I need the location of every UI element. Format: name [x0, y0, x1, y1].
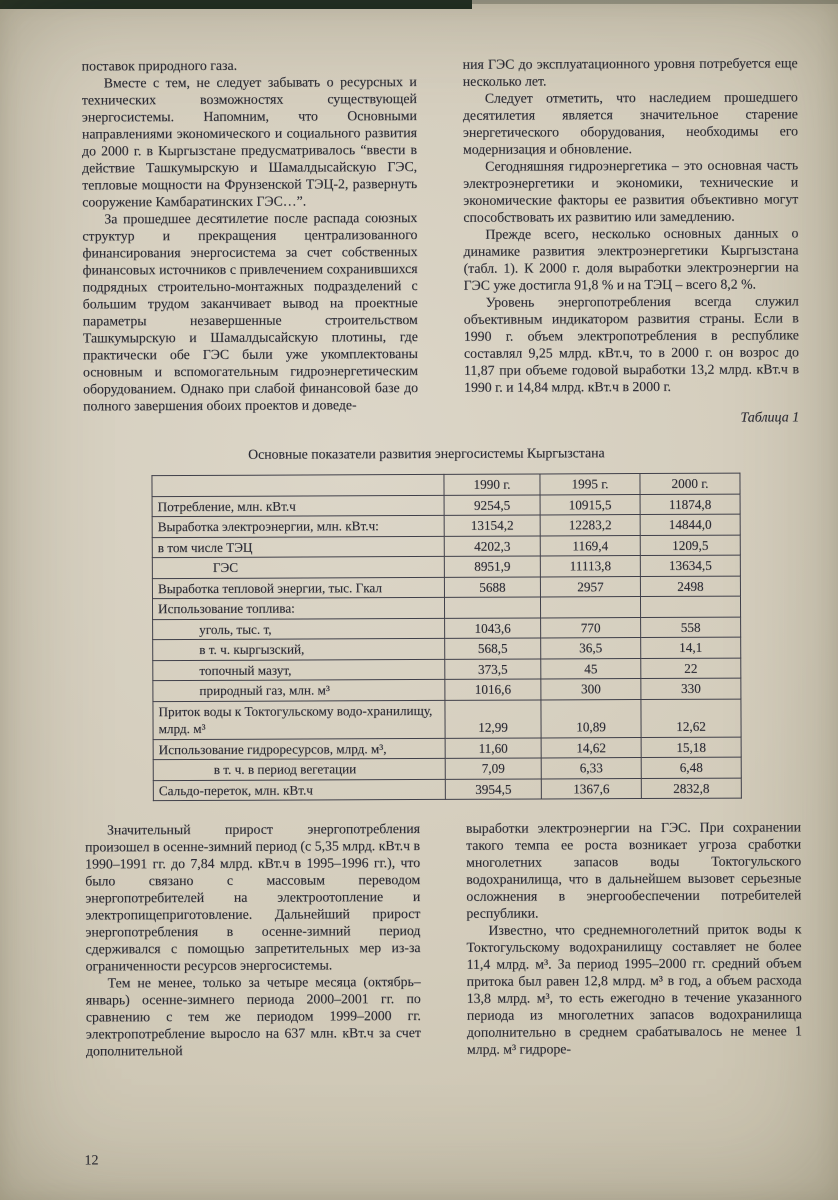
- paragraph: Уровень энергопотребления всегда служил объективным индикатором развития страны. Если в 1990 г. объем электропотребления в республике составлял 9,25 млрд. кВт.ч, то в 2000 г. он возрос до 11,87 при объеме годовой выработки 13,2 млрд. кВт.ч в 1990 г. и 14,84 млрд. кВт.ч в 2000 г.: [463, 293, 800, 395]
- row-value: 1367,6: [541, 778, 641, 799]
- row-value: 770: [541, 617, 641, 638]
- paragraph: За прошедшее десятилетие после распада союзных структур и прекращения централизованного финансирования энергосистема за счет собственных финансовых источников с привлечением сохранившихся подрядных строительно-монтажных подразделений с большим трудом заканчивает вывод на проектные параметры незавершенные строительством Ташкумырскую и Шамалдысайскую плотины, где практически обе ГЭС были уже укомплектованы основным и вспомогательным гидроэнергетическим оборудованием. Однако при слабой финансовой базе до полного завершения обоих проектов и доведе-: [82, 210, 419, 414]
- row-value: 14,62: [541, 737, 641, 758]
- left-column-top: [82, 56, 419, 429]
- row-label: в т. ч. в период вегетации: [153, 758, 445, 780]
- row-value: 568,5: [445, 638, 541, 659]
- row-label: Потребление, млн. кВт.ч: [152, 495, 444, 517]
- row-value: 1043,6: [445, 617, 541, 638]
- bottom-columns: [85, 818, 802, 1059]
- table-header-row: [152, 473, 740, 496]
- row-value: 14844,0: [640, 514, 740, 535]
- paragraph: ния ГЭС до эксплуатационного уровня потребуется еще несколько лет.: [462, 55, 798, 89]
- column-header: 1990 г.: [444, 474, 540, 495]
- paragraph: поставок природного газа.: [81, 57, 238, 74]
- table-row: [152, 555, 740, 578]
- row-value: 9254,5: [444, 494, 540, 515]
- paragraph: Следует отметить, что наследием прошедшего десятилетия является значительное старение энергетического оборудования, необходимы его модернизация и обновление.: [462, 89, 798, 157]
- row-label: Использование гидроресурсов, млрд. м³,: [153, 738, 445, 760]
- row-value: 1169,4: [540, 535, 640, 556]
- row-value: 10,89: [541, 699, 641, 737]
- table-number-label: Таблица 1: [740, 410, 800, 426]
- row-value: 3954,5: [445, 778, 541, 799]
- table-row: [152, 596, 740, 619]
- row-value: 14,1: [641, 637, 741, 658]
- table-row: [153, 737, 741, 760]
- table-row: [152, 514, 740, 537]
- row-value: 22: [641, 658, 741, 679]
- row-value: [444, 597, 540, 618]
- row-value: 7,09: [445, 758, 541, 779]
- row-value: 10915,5: [540, 494, 640, 515]
- paragraph: Вместе с тем, не следует забывать о ресурсных и технических возможностях существующей энергосистемы. Напомним, что Основными направлениями экономического и социального развития до 2000 г. в Кыргызстане предусматривалось “ввести в действие Ташкумырскую и Шамалдысайскую ГЭС, тепловые мощности на Фрунзенской ТЭЦ-2, развернуть сооружение Камбаратинских ГЭС…”.: [81, 74, 418, 210]
- table-row: [153, 757, 741, 780]
- row-value: 11113,8: [540, 556, 640, 577]
- row-value: 12,99: [445, 699, 541, 737]
- paragraph: Известно, что среднемноголетний приток воды к Токтогульскому водохранилищу составляет не более 11,4 млрд. м³. За период 1995–2000 гг. средний объем притока был равен 12,8 млрд. м³ в год, а объем расхода 13,8 млрд. м³, то есть ежегодно в течение указанного периода из многолетних запасов водохранилища дополнительно в среднем срабатывалось не менее 1 млрд. м³ гидроре-: [466, 921, 802, 1057]
- row-label: топочный мазут,: [153, 659, 445, 681]
- row-label: Выработка электроэнергии, млн. кВт.ч:: [152, 515, 444, 537]
- row-value: 6,48: [641, 757, 741, 778]
- paragraph: Сегодняшняя гидроэнергетика – это основная часть электроэнергетики и экономики, технические и экономические факторы ее развития объективно могут способствовать их развитию или замедлению.: [463, 157, 799, 225]
- table-row: [153, 658, 741, 681]
- row-value: 2498: [640, 576, 740, 597]
- row-value: 36,5: [541, 638, 641, 659]
- paragraph: Тем не менее, только за четыре месяца (октябрь–январь) осенне-зимнего периода 2000–2001 гг. по сравнению с тем же периодом 1999–2000 гг. электропотребление выросло на 637 млн. кВт.ч за счет дополнительной: [85, 973, 421, 1059]
- row-value: 5688: [444, 576, 540, 597]
- row-value: 1016,6: [445, 679, 541, 700]
- row-value: 558: [641, 617, 741, 638]
- column-header: 2000 г.: [640, 473, 740, 494]
- table-row: [153, 699, 741, 740]
- row-label: Приток воды к Токтогульскому водо-хранилищу, млрд. м³: [153, 700, 445, 739]
- table-row: [152, 535, 740, 558]
- row-value: [640, 596, 740, 617]
- table-row: [152, 494, 740, 517]
- top-columns: [82, 54, 800, 429]
- row-value: 45: [541, 658, 641, 679]
- row-value: 4202,3: [444, 535, 540, 556]
- row-value: 330: [641, 678, 741, 699]
- row-value: [540, 597, 640, 618]
- row-label: природный газ, млн. м³: [153, 679, 445, 701]
- row-value: 8951,9: [444, 556, 540, 577]
- row-label: Использование топлива:: [152, 597, 444, 619]
- scan-artifact-top-left: [0, 0, 472, 9]
- row-label: в т. ч. кыргызский,: [153, 638, 445, 660]
- table-row: [153, 617, 741, 640]
- row-value: 11,60: [445, 737, 541, 758]
- paragraph: Значительный прирост энергопотребления произошел в осенне-зимний период (с 5,35 млрд. кВт.ч в 1990–1991 гг. до 7,84 млрд. кВт.ч в 1995–1996 гг.), что было связано с массовым переводом энергопотребителей на электроотопление и электропищеприготовление. Дальнейший прирост энергопотребления в осенне-зимний период сдерживался с помощью запретительных мер из-за ограниченности ресурсов энергосистемы.: [85, 820, 421, 974]
- table-caption: Основные показатели развития энергосистемы Кыргызстана: [248, 445, 605, 462]
- column-header: 1995 г.: [540, 474, 640, 495]
- right-column-bottom: [466, 818, 802, 1057]
- row-value: 12283,2: [540, 515, 640, 536]
- row-label: в том числе ТЭЦ: [152, 536, 444, 558]
- table-row: [153, 678, 741, 701]
- empty-header-cell: [152, 474, 444, 496]
- row-value: 11874,8: [640, 494, 740, 515]
- table-row: [153, 778, 741, 801]
- right-column-top: [463, 54, 800, 427]
- row-value: 6,33: [541, 758, 641, 779]
- row-value: 13154,2: [444, 515, 540, 536]
- row-label: Сальдо-переток, млн. кВт.ч: [153, 779, 445, 801]
- row-label: Выработка тепловой энергии, тыс. Гкал: [152, 577, 444, 599]
- paragraph: Прежде всего, несколько основных данных о динамике развития электроэнергетики Кыргызстана (табл. 1). К 2000 г. доля выработки электроэнергии на ГЭС уже достигла 91,8 % и на ТЭЦ – всего 8,2 %.: [463, 225, 799, 293]
- row-value: 12,62: [641, 699, 741, 737]
- left-column-bottom: [85, 820, 421, 1059]
- row-value: 300: [541, 679, 641, 700]
- row-value: 1209,5: [640, 535, 740, 556]
- row-label: уголь, тыс. т,: [153, 618, 445, 640]
- row-value: 2832,8: [641, 778, 741, 799]
- row-value: 2957: [540, 576, 640, 597]
- table-row: [153, 637, 741, 660]
- row-value: 15,18: [641, 737, 741, 758]
- row-value: 373,5: [445, 658, 541, 679]
- paragraph: выработки электроэнергии на ГЭС. При сохранении такого темпа ее роста возникает угроза сработки многолетних запасов воды Токтогульского водохранилища, что в дальнейшем вызовет серьезные осложнения в энергообеспечении потребителей республики.: [465, 819, 802, 921]
- row-label: ГЭС: [152, 556, 444, 578]
- table-row: [152, 576, 740, 599]
- page-number: 12: [84, 1153, 99, 1169]
- energy-indicators-table: [151, 473, 741, 802]
- row-value: 13634,5: [640, 555, 740, 576]
- scan-artifact-top-right: [472, 0, 838, 4]
